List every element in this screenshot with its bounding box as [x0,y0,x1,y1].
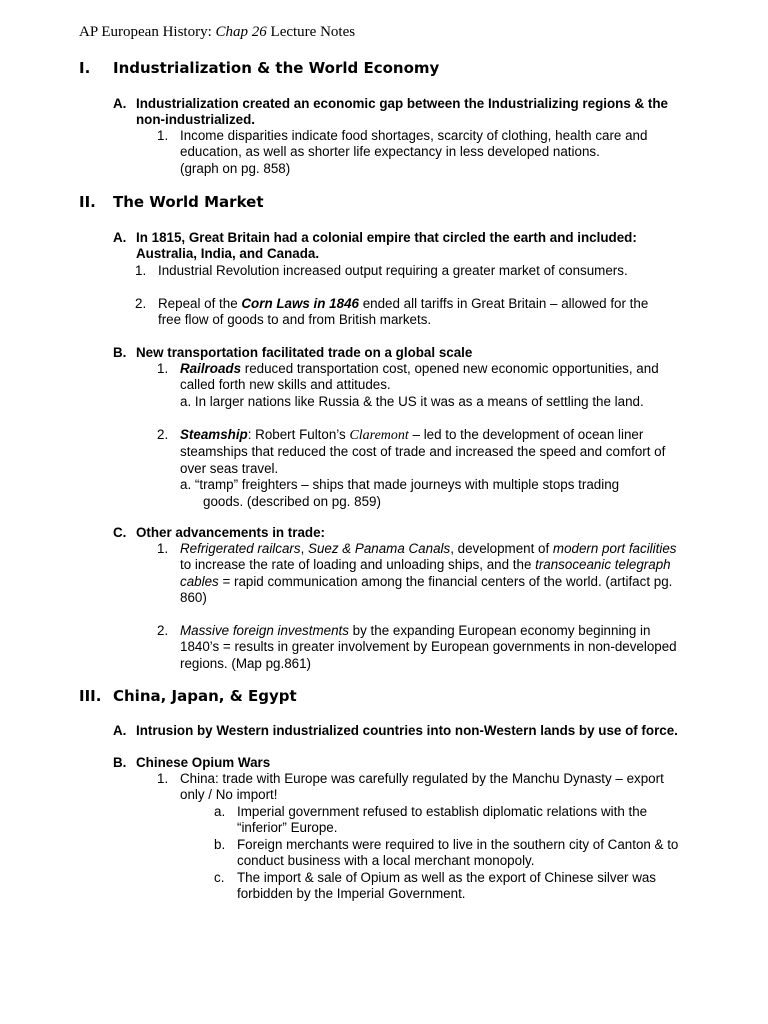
item-text: The import & sale of Opium as well as the export of Chinese silver was [237,870,657,885]
item-emphasis: Refrigerated railcars [180,541,301,556]
item-text: reduced transportation cost, opened new economic opportunities, and [241,361,659,376]
outline-item-2C1 [157,541,717,607]
section-title: China, Japan, & Egypt [113,687,297,705]
item-emphasis: Suez & Panama Canals [308,541,451,556]
outline-item-2B2 [157,427,717,510]
document-header [79,24,355,40]
item-marker: A. [113,96,127,111]
item-marker: A. [113,723,127,738]
item-text: (graph on pg. 858) [180,160,291,176]
section-title: The World Market [113,193,264,211]
item-text: ended all tariffs in Great Britain – allowed for the [358,296,649,311]
item-text: “inferior” Europe. [237,820,338,836]
section-heading-1 [79,60,439,76]
item-text: regions. (Map pg.861) [180,655,312,671]
item-text: Income disparities indicate food shortages, scarcity of clothing, health care and [180,128,648,143]
item-emphasis: Steamship [180,427,248,442]
item-subtext: goods. (described on pg. 859) [203,493,381,509]
item-text: New transportation facilitated trade on a global scale [136,345,473,360]
item-text: conduct business with a local merchant monopoly. [237,853,535,869]
item-text: Industrial Revolution increased output requiring a greater market of consumers. [158,263,628,278]
outline-item-2A1 [135,263,715,279]
section-heading-2 [79,194,263,210]
item-text: Foreign merchants were required to live in the southern city of Canton & to [237,837,679,852]
outline-item-3Ba [214,804,714,837]
item-subtext: a. In larger nations like Russia & the US it was as a means of settling the land. [180,393,644,409]
section-title: Industrialization & the World Economy [113,59,440,77]
item-emphasis: Railroads [180,361,242,376]
outline-item-3B1 [157,771,717,804]
section-heading-3 [79,688,297,704]
item-text: Industrialization created an economic gap between the Industrializing regions & the [136,96,668,111]
item-text: Chinese Opium Wars [136,755,271,770]
outline-item-3Bb [214,837,714,870]
item-text: over seas travel. [180,460,279,476]
item-marker: a. [214,804,226,819]
outline-item-3B [113,755,713,771]
item-text: Intrusion by Western industrialized countries into non-Western lands by use of force. [136,723,678,738]
item-text: 860) [180,590,207,606]
item-marker: 1. [157,128,169,143]
item-marker: 2. [157,623,169,638]
header-text: AP European History: [79,24,216,40]
item-marker: b. [214,837,226,852]
item-marker: 1. [157,361,169,376]
outline-item-2A2 [135,296,715,329]
item-text: education, as well as shorter life expectancy in less developed nations. [180,144,600,160]
item-marker: B. [113,345,127,360]
outline-item-1A1 [157,128,717,177]
item-subtext: a. “tramp” freighters – ships that made journeys with multiple stops trading [180,477,620,493]
ship-name: Claremont [349,428,409,443]
item-emphasis: transoceanic telegraph [535,557,671,573]
section-number: II. [79,193,96,211]
outline-item-2C [113,525,713,541]
outline-item-3A [113,723,733,739]
outline-item-2C2 [157,623,717,672]
item-text: 1840’s = results in greater involvement by European governments in non-developed [180,639,677,655]
item-marker: 1. [157,771,169,786]
outline-item-3Bc [214,870,714,903]
item-emphasis: Corn Laws in 1846 [241,296,359,311]
header-rest: Lecture Notes [266,24,356,40]
item-emphasis: cables [180,573,219,589]
item-marker: C. [113,525,127,540]
section-number: I. [79,59,91,77]
item-marker: A. [113,230,127,245]
item-text: In 1815, Great Britain had a colonial empire that circled the earth and included: [136,230,637,245]
item-text: steamships that reduced the cost of trade and increased the speed and comfort of [180,444,666,460]
item-text: to increase the rate of loading and unloading ships, and the [180,557,536,573]
outline-item-2B1 [157,361,717,410]
item-text: Repeal of the [158,296,242,311]
item-marker: 1. [135,263,147,278]
outline-item-2A [113,230,713,263]
section-number: III. [79,687,102,705]
item-text: Other advancements in trade: [136,525,326,540]
item-text: China: trade with Europe was carefully regulated by the Manchu Dynasty – export [180,771,664,786]
item-text: called forth new skills and attitudes. [180,377,391,393]
item-emphasis: Massive foreign investments [180,623,349,638]
item-text: – led to the development of ocean liner [408,427,644,442]
item-marker: 2. [135,296,147,311]
item-text: , [300,541,309,556]
item-text: : Robert Fulton’s [247,427,350,442]
item-text: non-industrialized. [136,112,256,128]
item-text: by the expanding European economy beginning in [348,623,651,638]
item-emphasis: modern port facilities [552,541,677,556]
outline-item-1A [113,96,713,129]
header-chapter: Chap 26 [215,24,267,40]
item-text: Australia, India, and Canada. [136,246,320,262]
item-text: free flow of goods to and from British markets. [158,312,432,328]
item-text: forbidden by the Imperial Government. [237,886,466,902]
outline-item-2B [113,345,713,361]
item-marker: B. [113,755,127,770]
item-marker: 1. [157,541,169,556]
item-text: only / No import! [180,787,278,803]
item-text: Imperial government refused to establish diplomatic relations with the [237,804,648,819]
item-marker: 2. [157,427,169,442]
item-text: , development of [450,541,553,556]
item-text: = rapid communication among the financial centers of the world. (artifact pg. [218,573,673,589]
item-marker: c. [214,870,225,885]
